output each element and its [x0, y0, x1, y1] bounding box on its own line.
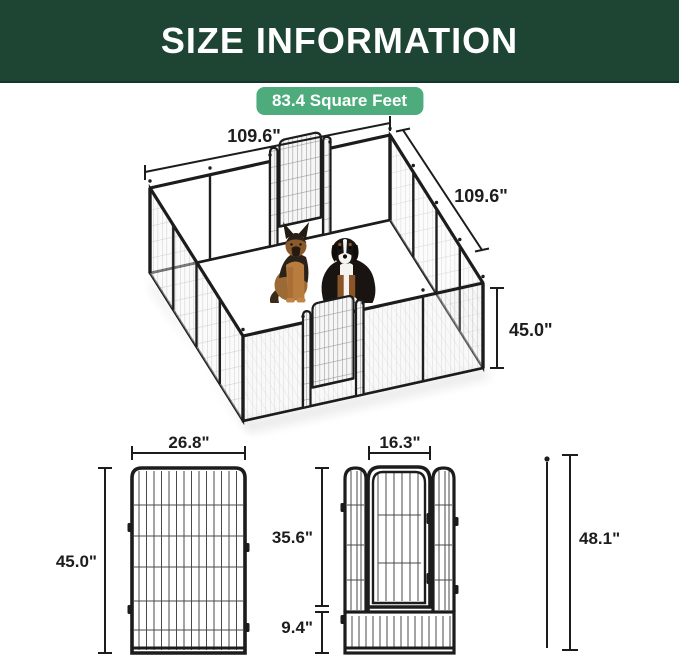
bernese-mountain-dog-illustration [322, 238, 376, 303]
panel-height-dimension [56, 468, 112, 653]
stake-height-label: 48.1" [579, 529, 621, 548]
panel-width-label: 26.8" [168, 433, 210, 452]
pen-height-label: 45.0" [509, 320, 553, 340]
header-banner [0, 0, 679, 83]
page-title: SIZE INFORMATION [160, 19, 519, 61]
pen-width-label: 109.6" [227, 126, 281, 146]
size-diagram [0, 115, 679, 655]
stake-drawing [544, 456, 549, 648]
door-width-label: 16.3" [379, 433, 421, 452]
playpen-illustration [145, 116, 553, 435]
pen-width-dimension [145, 116, 390, 180]
door-bottom-height-label: 9.4" [281, 618, 313, 637]
door-panel-drawing [341, 467, 459, 653]
panel-side-tabs [128, 523, 250, 632]
door-height-label: 35.6" [271, 528, 313, 547]
door-height-dimension [272, 468, 329, 606]
stake-diagram [544, 455, 620, 650]
area-badge [256, 87, 423, 115]
door-panel-diagram [272, 433, 459, 653]
area-badge-label: 83.4 Square Feet [271, 91, 408, 110]
bottom-height-dimension [281, 612, 329, 653]
panel-height-label: 45.0" [55, 552, 97, 571]
pen-height-dimension [490, 288, 553, 368]
panel-drawing [128, 468, 250, 653]
pen-depth-label: 109.6" [454, 186, 508, 206]
stake-height-dimension [562, 455, 620, 650]
single-panel-diagram [56, 433, 250, 653]
pen-back-door [270, 133, 331, 247]
